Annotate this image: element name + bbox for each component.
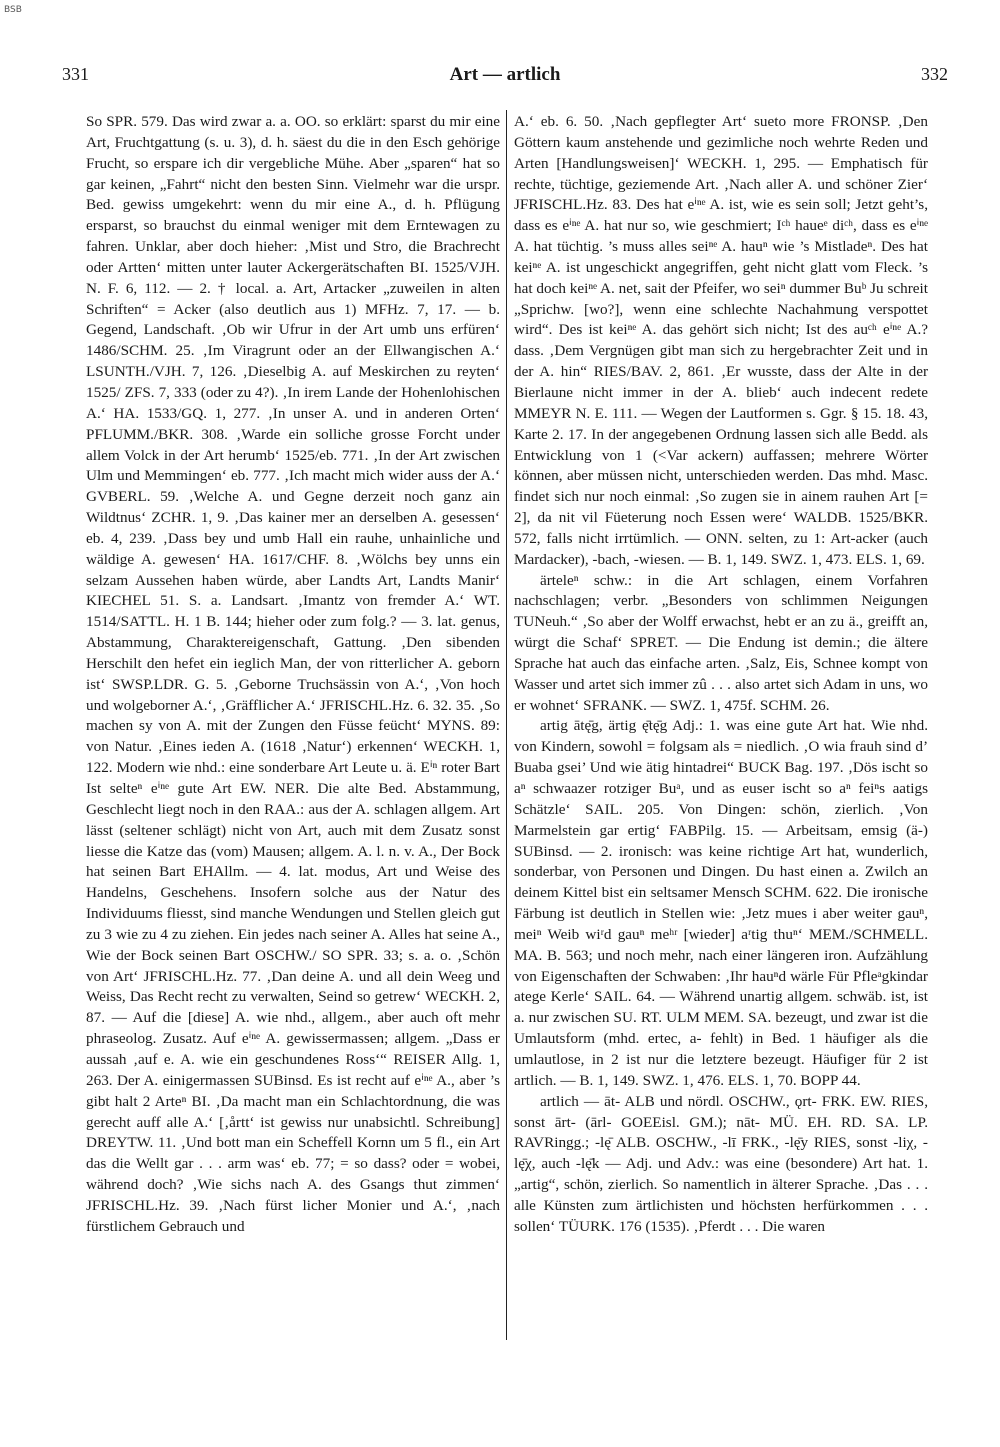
entry-artlich: artlich — āt- ALB und nördl. OSCHW., ǫrt- FRK. EW. RIES, sonst ārt- (ārl- GOEEisl. GM.); nāt- MÜ. EH. RD. SA. LP. RAVRingg.; -lę̄ ALB. OSCHW., -lī FRK., -lę̄y RIES, sonst -liχ, -lę̄χ, auch -lę̄k — Adj. und Adv.: was eine (besondere) Art hat. 1. „artig“, schön, zierlich. So namentlich in älterer Sprache. ‚Das . . . alle Künsten zum ärtlichisten und höchsten herfürkommen . . . sollen‘ TÜURK. 176 (1535). ‚Pferdt . . . Die waren <box>514 1092 928 1235</box>
page-number-right: 332 <box>921 64 948 84</box>
entry-artig: artig ātę̄g, ärtig ę̄tę̄g Adj.: 1. was eine gute Art hat. Wie nhd. von Kindern, sowohl = folgsam als = niedlich. ‚O wia frauh sind d’ Buaba gsei’ Und wie ätig hintadrei“ BUCK Bag. 197. ‚Dös ischt so aⁿ schwaazer rotziger Buᵃ, und as euser ischt so aⁿ feiⁿs aatigs Schätzle‘ SAIL. 205. Von Dingen: schön, zierlich. ‚Von Marmelstein gar ertig‘ FABPilg. 15. — Arbeitsam, emsig (ä-) SUBinsd. — 2. ironisch: was keine richtige Art hat, wunderlich, sonderbar, von Personen und Dingen. Du hast einen a. Zwilch an deinem Kittel bist ein seltsamer Mensch SCHM. 622. Die ironische Färbung ist deutlich in Stellen wie: ‚Jetz mues i aber weiter gauⁿ, meiⁿ Weib wiʳd gauⁿ meʰʳ [wieder] aʳtig thuⁿ‘ MEM./SCHMELL. MA. B. 563; und noch mehr, nach einer längeren iron. Aufzählung von Eigenschaften der Schwaben: ‚Ihr hauⁿd wärle Für Pfleᵃgkindar atege Kerle‘ SAIL. 64. — Während unartig allgem. schwäb. ist, ist a. nur zwischen SU. RT. ULM MEM. SA. bezeugt, und zwar ist die Umlautsform (mhd. ertec, a- fehlt) in Bed. 1 häufiger als die umlautlose, in 2 ist nur die letztere bezeugt. Häufiger für 2 ist artlich. — B. 1, 149. SWZ. 1, 476. ELS. 1, 70. BOPP 44. <box>514 717 928 1089</box>
page-header <box>62 64 948 94</box>
left-column <box>86 112 500 1238</box>
right-column <box>514 112 928 1238</box>
column-divider <box>506 110 507 1340</box>
entry-art-continued: So SPR. 579. Das wird zwar a. a. OO. so erklärt: sparst du mir eine Art, Fruchtgattung (s. u. 3), d. h. säest du die in den Esch gehörige Frucht, so erspare ich dir vergebliche Mühe. Aber „sparen“ hat so gar keinen, „Fahrt“ nicht den besten Sinn. Vielmehr war die urspr. Bed. gewiss umgekehrt: wenn du mir eine A., d. h. Pflügung ersparst, so brauchst du einmal weniger mit dem Erntewagen zu fahren. Unklar, aber doch hieher: ‚Mist und Stro, die Brachrecht oder Artten‘ mitten unter lauter Ackergerätschaften BI. 1525/VJH. N. F. 6, 112. — 2. † local. a. Art, Artacker „zuweilen in alten Schriften“ = Acker (also deutlich aus 1) MFHz. 7, 17. — b. Gegend, Landschaft. ‚Ob wir Ufrur in der Art umb uns erfüren‘ 1486/SCHM. 25. ‚Im Viragrunt oder an der Ellwangischen A.‘ LSUNTH./VJH. 7, 126. ‚Dieselbig A. auf Meskirchen zu reyten‘ 1525/ ZFS. 7, 333 (oder zu 4?). ‚In irem Lande der Hohenlohischen A.‘ HA. 1533/GQ. 1, 277. ‚In unser A. und in anderen Orten‘ PFLUMM./BKR. 308. ‚Warde ein solliche grosse Forcht under allem Volck in der Art herumb‘ 1525/eb. 771. ‚In der Art zwischen Ulm und Memmingen‘ eb. 777. ‚Ich macht mich wider auss der A.‘ GVBERL. 59. ‚Welche A. und Gegne derzeit noch ganz ain Wildtnus‘ ZCHR. 1, 9. ‚Das kainer mer an derselben A. gesessen‘ eb. 4, 239. ‚Dass bey und umb Hall ein rauhe, unhainliche und wäldige A. gewesen‘ HA. 1617/CHF. 8. ‚Wölchs bey unns ein selzam Aussehen haben würde, aber Landts Art, Landts Manir‘ KIECHEL 51. S. a. Landsart. ‚Imantz von fremder A.‘ WT. 1514/SATTL. H. 1 B. 144; hieher oder zum folg.? — 3. lat. genus, Abstammung, Charaktereigenschaft, Gattung. ‚Den sibenden Herschilt den hefet ein ieglich Man, der von ritterlicher A. geborn ist‘ SWSP.LDR. G. 5. ‚Geborne Truchsässin von A.‘, ‚Von hoch und wolgeborner A.‘, ‚Gräfflicher A.‘ JFRISCHL.Hz. 6. 32. 35. ‚So machen sy von A. mit der Zungen den Füsse feücht‘ MYNS. 89: von Natur. ‚Eines ieden A. (1618 ‚Natur‘) erkennen‘ WECKH. 1, 122. Modern wie nhd.: eine sonderbare Art Leute u. ä. Eⁱⁿ roter Bart Ist selteⁿ eⁱⁿᵉ gute Art EW. NER. Die alte Bed. Abstammung, Geschlecht liegt noch in den RAA.: aus der A. schlagen allgem. Art lässt (seltener schlägt) nicht von Art, auch mit dem Zusatz sonst liesse die Katze das (vom) Mausen; allgem. A. l. n. v. A., Der Bock hat seinen Bart EHAllm. — 4. lat. modus, Art und Weise des Handelns, Geschehens. Insofern solche aus der Natur des Individuums fliesst, sind manche Wendungen und Stellen gleich gut zu 3 wie zu 4 zu ziehen. Ein jedes nach seiner A. Alles hat seine A., Wie der Bock seinen Bart OSCHW./ SO SPR. 33; s. a. o. ‚Schön von Art‘ JFRISCHL.Hz. 77. ‚Dan deine A. und all dein Weeg und Weiss, Das Recht recht zu verwalten, Seind so getrew‘ WECKH. 2, 87. — Auf die [diese] A. wie nhd., allgem., aber auch oft mehr phraseolog. Zusatz. Auf eⁱⁿᵉ A. gewissermassen; allgem. „Dass er aussah ‚auf e. A. wie ein geschundenes Ross‘“ REISER Allg. 1, 263. Der A. einigermassen SUBinsd. Es ist recht auf eⁱⁿᵉ A., aber ’s gibt halt 2 Arteⁿ BI. ‚Da macht man ein Schlachtordnung, die was gerecht auff alle A.‘ [‚årtt‘ ist gewiss nur unabsichtl. Schreibung] DREYTW. 11. ‚Und bott man ein Scheffell Kornn um 5 fl., ein Art das die Wellt gar . . . arm was‘ eb. 77; = so dass? oder = wobei, während doch? ‚Wie sichs nach A. des Gsangs thut zimmen‘ JFRISCHL.Hz. 39. ‚Nach fürst licher Monier und A.‘, ‚nach fürstlichem Gebrauch und <box>86 113 500 1235</box>
entry-art-continued-right: A.‘ eb. 6. 50. ‚Nach gepflegter Art‘ sueto more FRONSP. ‚Den Göttern kaum anstehende und gezimliche noch wehrte Reden und Arten [Handlungsweisen]‘ WECKH. 1, 295. — Emphatisch für rechte, tüchtige, geziemende Art. ‚Nach aller A. und schöner Zier‘ JFRISCHL.Hz. 83. Des hat eⁱⁿᵉ A. ist, wie es sein soll; Jetzt geht’s, dass es eⁱⁿᵉ A. hat nur so, wie geschmiert; Iᶜʰ haueᵉ diᶜʰ, dass es eⁱⁿᵉ A. hat tüchtig. ’s muss alles seiⁿᵉ A. hauⁿ wie ’s Mistladeⁿ. Des hat keiⁿᵉ A. ist ungeschickt angegriffen, geht nicht glatt vom Fleck. ’s hat doch keiⁿᵉ A. net, sait der Pfeifer, wo seiⁿ dummer Buᵇ Ju schreit „Sprichw. [wo?], wenn eine schlechte Nachahmung verspottet wird“. Des ist keiⁿᵉ A. das gehört sich nicht; Ist des auᶜʰ eⁱⁿᵉ A.? dass. ‚Dem Vergnügen gibt man sich zu hergebrachter Zeit und in der A. hin“ RIES/BAV. 2, 861. ‚Er wusste, dass der Alte in der Bierlaune nicht immer in der A. blieb‘ auch indecent redete MMEYR N. E. 111. — Wegen der Lautformen s. Ggr. § 15. 18. 43, Karte 2. 17. In der angegebenen Ordnung lassen sich alle Bedd. als Entwicklung von 1 (<Var ackern) auffassen; mehrere Wörter können, aber müssen nicht, unterschieden werden. Das mhd. Masc. findet sich nur noch einmal: ‚So zugen sie in ainem rauhen Art [= 2], da nit vil Füeterung noch Essen were‘ WALDB. 1525/BKR. 572, falls nicht irrtümlich. — ONN. selten, zu 1: Art-acker (auch Mardacker), -bach, -wiesen. — B. 1, 149. SWZ. 1, 473. ELS. 1, 69. <box>514 113 928 568</box>
page-title: Art — artlich <box>449 64 561 85</box>
entry-aerteln: ärteleⁿ schw.: in die Art schlagen, einem Vorfahren nachschlagen; verbr. „Besonders von schlimmen Neigungen TUNeuh.“ ‚So aber der Wolff erwachst, hebt er an zu ä., greifft an, würgt die Schaf‘ SPRET. — Die Endung ist demin.; die ältere Sprache hat auch das einfache arten. ‚Salz, Eis, Schnee kompt von Wasser und artet sich immer zû . . . also artet sich Adam in uns, wo er wohnet‘ SFRANK. — SWZ. 1, 475f. SCHM. 26. <box>514 571 928 714</box>
page-number-left: 331 <box>62 64 89 84</box>
library-stamp: BSB <box>4 5 22 15</box>
